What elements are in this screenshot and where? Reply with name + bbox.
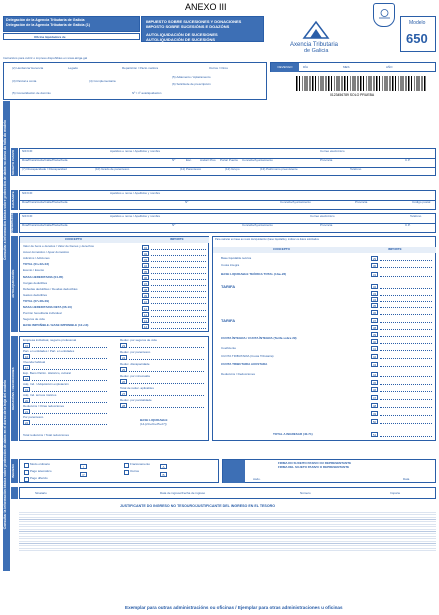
- reduction-right-label: Reduc. por seguros de vida: [120, 338, 157, 342]
- left-band-text: Consultar a información básica sobre protección de datos no dorso da folla do modelo: [3, 120, 7, 261]
- receipt-title: JUSTIFICANTE DO INGRESO NO TESOURO/JUSTIFICANTE DEL INGRESO EN EL TESORO: [120, 504, 276, 508]
- reductions-side-label: REDUCIÓNS / REDUCCIONES: [11, 367, 15, 410]
- calc-right-amount-field[interactable]: [380, 403, 432, 408]
- reduction-right-box: 26: [121, 380, 126, 384]
- footer-note: Exemplar para outras administracións ou oficinas / Ejemplar para otras administraciones u oficinas: [125, 605, 343, 610]
- complementary-option[interactable]: (4) Complementaria: [89, 79, 116, 83]
- calc-right-box-number: 48: [372, 404, 377, 408]
- subject-municipality[interactable]: Concello/Ayuntamiento: [242, 158, 273, 162]
- deceased-nif[interactable]: NIF/CIF: [22, 191, 33, 195]
- reduction-left-box: 17: [24, 366, 29, 370]
- tax-line1: IMPUESTO SOBRE SUCESIONES Y DONACIONES: [146, 19, 242, 24]
- calc-left-row-label: TOTAL (01+02+03): [23, 262, 50, 267]
- calc-right-amount-field[interactable]: [380, 303, 432, 308]
- calc-left-row-label: Adicións / Adiciones: [23, 256, 50, 261]
- subject-name[interactable]: Apelidos e nome / Apellidos y nombre: [110, 149, 161, 153]
- reduction-right-label: Reduc. discapacidade: [120, 362, 150, 366]
- calc-right-amount-field[interactable]: [380, 318, 432, 323]
- galicia-crest-icon: [373, 3, 395, 27]
- calc-left-amount-field[interactable]: [151, 306, 206, 311]
- calc-left-amount-field[interactable]: [151, 287, 206, 292]
- presenter-name[interactable]: Apelidos e nome / Apellidos y nombre: [110, 214, 161, 218]
- calc-right-amount-field[interactable]: [380, 362, 432, 367]
- subject-kinship[interactable]: (11) Parentesco: [180, 167, 202, 171]
- reduction-right-box: 23: [121, 344, 126, 348]
- calc-right-concept: CONCEPTO: [273, 247, 290, 251]
- reduction-right-field[interactable]: [129, 391, 204, 396]
- rate-label: TARIFA: [221, 284, 236, 289]
- presenter-nif[interactable]: NIF/CIF: [22, 214, 33, 218]
- date-label[interactable]: Data: [403, 477, 410, 481]
- calc-left-box-number: 14: [143, 324, 148, 329]
- tax-total: CUOTA TRIBUTARIA (Cuota Tributaria): [221, 354, 274, 358]
- calc-right-box-number: 45: [372, 381, 377, 385]
- calc-right-amount-field[interactable]: [380, 263, 432, 268]
- calc-left-row-label: Valor de bens e dereitos / Valor de bienes y derechos: [23, 244, 94, 248]
- calc-right-box-number: 33: [372, 292, 377, 296]
- calc-left-row-label: TOTAL (07+08+09): [23, 298, 50, 303]
- fine-print: [19, 512, 436, 552]
- calc-right-amount-field[interactable]: [380, 310, 432, 315]
- calc-right-box-number: 43: [372, 363, 377, 367]
- reduction-left-label: Reducións / Otras reducciones: [23, 404, 65, 408]
- calc-right-box-number: 49: [372, 412, 377, 416]
- presenter-section: [19, 213, 436, 233]
- calc-left-amount-field[interactable]: [151, 257, 206, 262]
- presenter-number[interactable]: Nº: [172, 223, 176, 227]
- agency-line2: Delegación de la Agencia Tributaria de Galicia (1): [6, 23, 90, 27]
- deceased-municipality[interactable]: Concello/Ayuntamiento: [280, 200, 311, 204]
- reduction-left-box: 16: [24, 355, 29, 359]
- reduction-left-box: 20: [24, 399, 29, 403]
- calc-left-box-number: 02: [143, 251, 148, 256]
- calc-right-amount-field[interactable]: [380, 325, 432, 330]
- calc-left-concept: CONCEPTO: [65, 237, 82, 241]
- reduction-left-label: Vivenda habitual: [23, 360, 46, 364]
- calc-right-amount-field[interactable]: [380, 419, 432, 424]
- calc-left-box-number: 12: [143, 312, 148, 317]
- tax-line2: IMPOSTO SOBRE SUCESIÓNS E DOAZÓNS: [146, 24, 230, 29]
- instructions-text: Instrucións para cubrir o impreso dispoñibles en www.atriga.gal: [3, 56, 88, 60]
- calc-left-amount-field[interactable]: [151, 281, 206, 286]
- subject-side-label: SUXEITO PASIVO: [11, 149, 15, 175]
- calc-right-box-number: 50: [372, 420, 377, 424]
- reduction-right-field[interactable]: [129, 403, 204, 408]
- calc-left-box-number: 06: [143, 276, 148, 280]
- payment-option-checkbox[interactable]: [24, 470, 29, 475]
- receipt-column-label: Número: [300, 491, 311, 495]
- calc-right-amount-field[interactable]: [380, 284, 432, 289]
- reduction-right-label: Reduc. por parentesco: [120, 350, 151, 354]
- payment-letter-box[interactable]: A: [160, 464, 167, 469]
- subject-floor[interactable]: Andar/ Piso: [200, 158, 216, 162]
- calc-right-amount-field[interactable]: [380, 339, 432, 344]
- subject-group[interactable]: (12) Grupo: [225, 167, 240, 171]
- calc-left-row-label: BASE IMPOÑIBLE / BASE IMPONIBLE (12+13): [23, 323, 89, 328]
- payment-option-label: Pago diferido: [30, 476, 48, 480]
- apportion-option[interactable]: Repartición / Pacto mellora: [122, 66, 159, 70]
- calc-right-box-number: 51: [372, 433, 377, 437]
- calc-left-box-number: 10: [143, 300, 148, 305]
- reduction-right-box: 27: [121, 392, 126, 396]
- payment-option-label: Fracionamento: [130, 462, 151, 466]
- reduction-right-field[interactable]: [129, 355, 204, 360]
- reduction-left-field[interactable]: [32, 365, 107, 370]
- receipt-column-label: Importe: [390, 491, 401, 495]
- calc-left-amount-field[interactable]: [151, 269, 206, 274]
- calc-left-amount-field[interactable]: [151, 263, 206, 268]
- model-number: 650: [406, 31, 428, 46]
- calc-right-amount-field[interactable]: [380, 297, 432, 302]
- base-line: Base liquidable teórica: [221, 256, 252, 260]
- presenter-province[interactable]: Provincia: [320, 223, 333, 227]
- calc-right-amount-field[interactable]: [380, 411, 432, 416]
- calc-left-row-label: Exento / Exento: [23, 268, 45, 273]
- calc-left-box-number: 04: [143, 263, 148, 268]
- calc-right-box-number: 31: [372, 273, 377, 277]
- calc-left-box-number: 05: [143, 269, 148, 274]
- reduction-left-field[interactable]: [32, 387, 107, 392]
- calc-right-box-number: 36: [372, 311, 377, 315]
- payment-option-label: Modo ordinario: [30, 462, 51, 466]
- day-label: DÍA: [303, 65, 309, 69]
- assessment-side-label: AUTOLIQUIDACIÓN: [11, 269, 15, 299]
- quota-line: Cuota íntegra: [221, 263, 240, 267]
- self-line1: AUTOLIQUIDACIÓN DE SUCESIONES: [146, 32, 218, 37]
- presenter-postal[interactable]: C.P.: [405, 223, 411, 227]
- receipt-row: [19, 487, 436, 499]
- reduction-left-field[interactable]: [32, 398, 107, 403]
- header-agency-box: [3, 16, 140, 32]
- total-to-pay: TOTAL A INGRESAR (40-71): [273, 432, 313, 436]
- liquid-formula: (14-[23+24+25+27]): [140, 422, 167, 426]
- signature-box: [222, 459, 436, 483]
- calc-right-box-number: 30: [372, 264, 377, 268]
- barcode-text: 0123456789 SOLO PRUEBA: [330, 93, 375, 97]
- heir-option[interactable]: (2) Herdanza/ Herencia: [12, 66, 44, 70]
- calc-left-box-number: 01: [143, 245, 148, 250]
- calc-right-box-number: 41: [372, 347, 377, 351]
- options-block: [3, 62, 267, 100]
- payment-option-checkbox[interactable]: [24, 477, 29, 482]
- payment-option-label: Outros: [130, 469, 140, 473]
- payment-letter-box[interactable]: B: [160, 472, 167, 477]
- reduction-left-label: Adq. Ind. / Adquisición explotación: [23, 382, 69, 386]
- other-option[interactable]: Outros / Otros: [209, 66, 228, 70]
- reduction-left-box: 18: [24, 377, 29, 381]
- calc-left: [19, 236, 209, 332]
- calc-right-amount-field[interactable]: [380, 332, 432, 337]
- tax-amount: CUOTA ÍNTEGRA / CUOTA ÍNTEGRA (Tarifa sobre 29): [221, 336, 297, 340]
- reduction-left-box: 22: [24, 421, 29, 425]
- barcode: [296, 76, 426, 91]
- receipt-column-label: Sinatario: [35, 491, 47, 495]
- deceased-province[interactable]: Provincia: [355, 200, 368, 204]
- calc-right-amount-field[interactable]: [380, 354, 432, 359]
- reduction-right-label: Reduc. por minusvalía: [120, 374, 150, 378]
- reduction-right-box: 24: [121, 356, 126, 360]
- sig-sub: FIRMA DEL SUJETO PASIVO O REPRESENTANTE: [278, 465, 350, 469]
- deceased-postcode[interactable]: Código postal: [412, 200, 431, 204]
- subject-postal[interactable]: C.P.: [405, 158, 411, 162]
- assurance-option[interactable]: (5) Consolidación de dominio: [12, 91, 51, 95]
- calc-right-box-number: 29: [372, 257, 377, 261]
- subject-nif[interactable]: NIF/CIF: [22, 149, 33, 153]
- subject-stairs[interactable]: Esc.: [186, 158, 192, 162]
- calc-left-amount-field[interactable]: [151, 275, 206, 280]
- calc-right: [212, 236, 436, 441]
- subject-email[interactable]: Correo electrónico: [320, 149, 345, 153]
- reduction-left-field[interactable]: [32, 409, 107, 414]
- presenter-street[interactable]: Rúa/Praza/Avda/Calle/Plaza/Avda: [22, 223, 68, 227]
- calc-right-amount-field[interactable]: [380, 395, 432, 400]
- payment-side-label: INGRESO: [11, 464, 15, 478]
- subject-disability[interactable]: (7) Discapacidade / Discapacidad: [22, 167, 67, 171]
- calc-left-box-number: 09: [143, 294, 148, 299]
- calc-right-box-number: 39: [372, 333, 377, 337]
- left-band-text-es: Consultar la información básica sobre protección de datos en el dorso de la hoja del modelo: [3, 380, 7, 530]
- calc-right-box-number: 35: [372, 304, 377, 308]
- reduction-left-field[interactable]: [32, 376, 107, 381]
- rate-label-2: TARIFA: [221, 318, 236, 323]
- deceased-name[interactable]: Apelidos e nome / Apellidos y nombre: [110, 191, 161, 195]
- deduction-label: Deducións / Deducciones: [221, 372, 256, 376]
- calc-left-amount-field[interactable]: [151, 251, 206, 256]
- reduction-left-box: 19: [24, 388, 29, 392]
- calc-right-amount-field[interactable]: [380, 387, 432, 392]
- subject-door[interactable]: Porta/ Puerta: [220, 158, 238, 162]
- calc-right-amount-field[interactable]: [380, 372, 432, 377]
- tax-title-box: [141, 16, 264, 42]
- subject-previous[interactable]: (13) Patrimonio preexistente: [260, 167, 298, 171]
- brand-block: [268, 16, 364, 54]
- brand-sub: de Galicia: [304, 48, 329, 54]
- total-reductions: Total reducións / Total reducciones: [23, 433, 69, 437]
- calc-left-row-label: Débedas dedutibles / Deudas deducibles: [23, 286, 78, 291]
- subject-section: [19, 148, 436, 176]
- calc-right-amount: IMPORTE: [388, 247, 402, 251]
- calc-left-amount-field[interactable]: [151, 293, 206, 298]
- self-line2: AUTOLIQUIDACIÓN DE SUCESIÓNS: [146, 37, 216, 42]
- model-label: Modelo: [409, 20, 426, 26]
- calc-right-amount-field[interactable]: [380, 256, 432, 261]
- calc-right-amount-field[interactable]: [380, 291, 432, 296]
- calc-left-box-number: 11: [143, 306, 148, 311]
- subject-phone[interactable]: Teléfono: [350, 167, 362, 171]
- calc-right-box-number: 34: [372, 298, 377, 302]
- calc-right-amount-field[interactable]: [380, 380, 432, 385]
- presenter-municipality[interactable]: Concello/Ayuntamiento: [242, 223, 273, 227]
- presenter-email[interactable]: Correo electrónico: [310, 214, 335, 218]
- calc-left-box-number: 13: [143, 318, 148, 323]
- sig-title: FIRMA DO SUXEITO PASIVO OU REPRESENTANTE: [278, 461, 352, 465]
- calc-left-amount-field[interactable]: [151, 299, 206, 304]
- reduction-left-field[interactable]: [32, 420, 107, 425]
- payment-option-checkbox[interactable]: [124, 463, 129, 468]
- prev-number-label: Nº / nº autoliquidación: [132, 91, 162, 95]
- month-label: MES: [343, 65, 350, 69]
- calc-left-amount-field[interactable]: [151, 312, 206, 317]
- payment-option-checkbox[interactable]: [24, 463, 29, 468]
- reduction-left-label: Exp. Bens Patrim. Histórico, cultural: [23, 371, 71, 375]
- subject-number[interactable]: Nº: [172, 158, 176, 162]
- payable-label: CUOTA TRIBUTARIA AXUSTADA: [221, 362, 268, 366]
- calc-left-row-label: Gastos dedutibles: [23, 292, 48, 297]
- deceased-number[interactable]: Nº: [185, 200, 189, 204]
- payment-letter-box[interactable]: I: [80, 464, 87, 469]
- presenter-phone[interactable]: Teléfono: [410, 214, 422, 218]
- calc-right-box-number: 40: [372, 340, 377, 344]
- atriga-logo-icon: [301, 18, 331, 40]
- reduction-left-label: Empresa individual, negocio profesional: [23, 338, 77, 342]
- deferral-option[interactable]: (5) Adiamento / Aplazamento: [172, 75, 211, 79]
- calc-left-amount-field[interactable]: [151, 245, 206, 250]
- calc-right-box-number: 46: [372, 388, 377, 392]
- coef-label: Coeficiente: [221, 346, 237, 350]
- calc-left-amount-field[interactable]: [151, 324, 206, 329]
- calc-right-note: Para calcular en base ao resto da liquidación (base liquidable), indicar os datos solicitados: [215, 238, 319, 241]
- calc-left-row-label: MASA HEREDITARIA NETA (06-10): [23, 305, 72, 309]
- calc-left-row-label: Axuar doméstico / Ajuar doméstico: [23, 250, 70, 255]
- year-label: AÑO: [386, 65, 393, 69]
- calc-left-row-label: MASA HEREDITARIA (04-05): [23, 274, 64, 279]
- subject-province[interactable]: Provincia: [320, 158, 333, 162]
- receipt-column-label: Data de ingreso/Fecha de ingreso: [160, 491, 206, 495]
- agency-line1: Delegación de la Agencia Tributaria de Galicia: [6, 18, 85, 22]
- calc-right-box-number: 32: [372, 285, 377, 289]
- reduction-right-label: Reduc. por parcialidade: [120, 398, 152, 402]
- annex-title: ANEXO III: [185, 2, 227, 12]
- reduction-left-label: Por parentesco: [23, 415, 44, 419]
- calc-right-box-number: 37: [372, 319, 377, 323]
- calc-right-amount-field[interactable]: [380, 272, 432, 277]
- reduction-left-box: 15: [24, 344, 29, 348]
- calc-left-row-label: Porción hereditaria individual: [23, 311, 62, 316]
- reduction-left-field[interactable]: [32, 354, 107, 359]
- reduction-right-field[interactable]: [129, 367, 204, 372]
- office-field[interactable]: [3, 33, 140, 40]
- reduction-left-label: Adq. Ind. terreos rústicos: [23, 393, 57, 397]
- payment-letter-box[interactable]: P: [80, 472, 87, 477]
- receipt-side-band: [11, 487, 18, 499]
- base-total: BASE LIQUIDABLE TEÓRICA TOTAL (14a+22): [221, 272, 287, 276]
- calc-left-box-number: 08: [143, 288, 148, 293]
- calc-left-box-number: 03: [143, 257, 148, 262]
- liquid-base: BASE LIQUIDABLE: [140, 418, 168, 422]
- calc-left-amount-field[interactable]: [151, 318, 206, 323]
- reduction-left-label: Part. en entidades / Part. en entidades: [23, 349, 75, 353]
- calc-right-box-number: 47: [372, 396, 377, 400]
- reduction-right-label: Total de reduc. aplicables: [120, 386, 154, 390]
- office-label: Oficina liquidadora de: [34, 34, 66, 39]
- subject-street[interactable]: Rúa/Praza/Avda/Calle/Plaza/Avda: [22, 158, 68, 162]
- calc-left-amount: IMPORTE: [170, 237, 184, 241]
- legacy-option[interactable]: Legado: [68, 66, 79, 70]
- brand-name: Axencia Tributaria: [290, 42, 339, 48]
- accrual-box: [270, 62, 436, 72]
- signed-label[interactable]: Asdo.: [253, 477, 261, 481]
- payment-option-checkbox[interactable]: [124, 470, 129, 475]
- presenter-side-label: PRESENTADOR: [11, 213, 14, 233]
- deceased-street[interactable]: Rúa/Praza/Avda/Calle/Plaza/Avda: [22, 200, 68, 204]
- payment-option-label: Pago telemático: [30, 469, 52, 473]
- reduction-right-box: 25: [121, 368, 126, 372]
- prescription-option[interactable]: (6) Solicitude de prescripción: [172, 82, 211, 86]
- reduction-left-field[interactable]: [32, 343, 107, 348]
- payment-options: [19, 459, 219, 483]
- accrual-label: DEVENGO: [271, 63, 299, 72]
- reduction-right-field[interactable]: [129, 379, 204, 384]
- calc-right-box-number: 38: [372, 326, 377, 330]
- calc-left-box-number: 07: [143, 282, 148, 287]
- calc-right-amount-field[interactable]: [380, 346, 432, 351]
- calc-right-box-number: 44: [372, 373, 377, 377]
- reductions-section: [19, 336, 209, 441]
- calc-left-row-label: Seguros de vida: [23, 317, 45, 322]
- calc-right-box-number: 42: [372, 355, 377, 359]
- deceased-side-label: CAUSANTE: [11, 191, 15, 209]
- reduction-right-box: 28: [121, 404, 126, 408]
- calc-right-amount-field[interactable]: [380, 432, 432, 437]
- partial-option[interactable]: (3) Parcial a conta: [12, 79, 37, 83]
- calc-left-row-label: Cargas dedutibles: [23, 280, 48, 285]
- reduction-left-box: 21: [24, 410, 29, 414]
- reduction-right-field[interactable]: [129, 343, 204, 348]
- signature-date-band: [223, 460, 245, 483]
- subject-preexisting[interactable]: (10) Grado de parentesco: [95, 167, 130, 171]
- deceased-section: [19, 190, 436, 210]
- model-box: [400, 16, 436, 52]
